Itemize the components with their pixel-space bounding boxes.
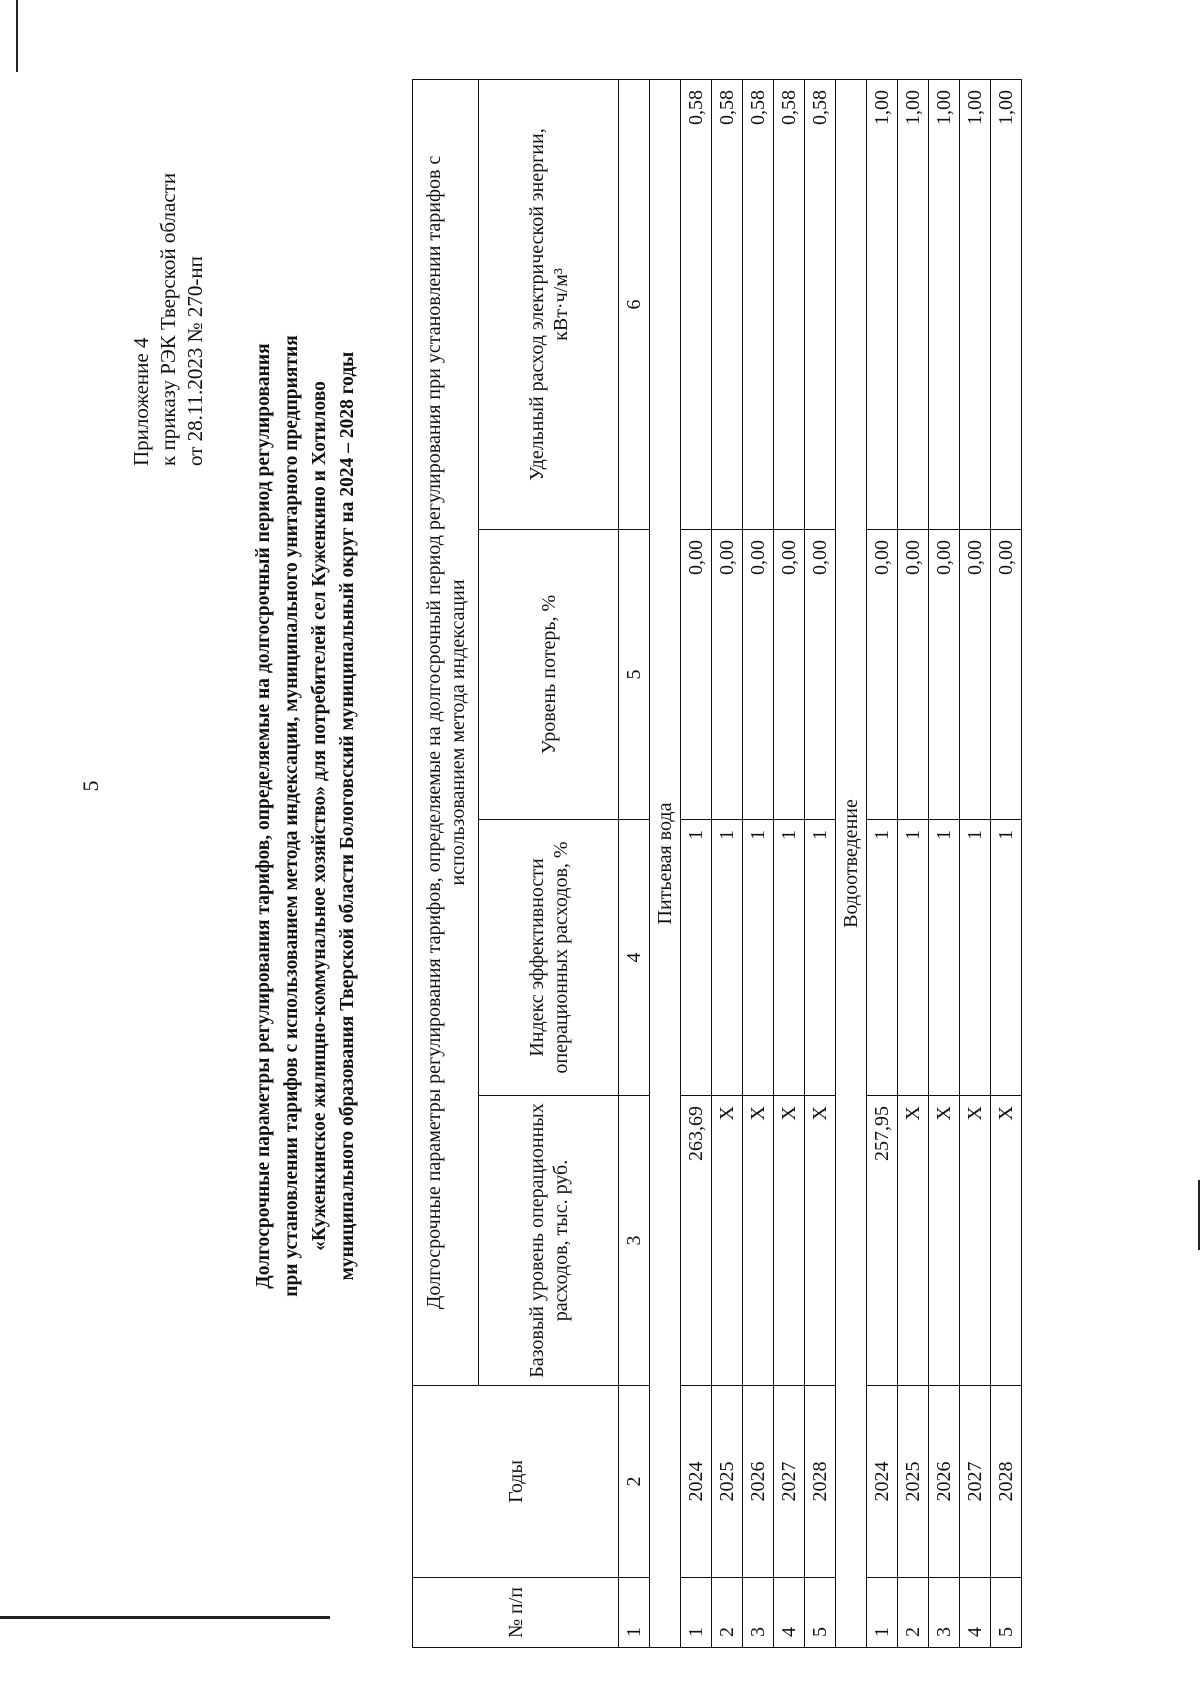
cell-losses: 0,00 bbox=[805, 530, 836, 820]
cell-base-level: Х bbox=[898, 1096, 929, 1386]
cell-efficiency: 1 bbox=[898, 820, 929, 1096]
cell-year: 2024 bbox=[867, 1386, 898, 1578]
cell-num: 2 bbox=[898, 1578, 929, 1648]
cell-base-level: Х bbox=[960, 1096, 991, 1386]
cell-efficiency: 1 bbox=[960, 820, 991, 1096]
cell-base-level: Х bbox=[991, 1096, 1022, 1386]
title-line: Долгосрочные параметры регулирования тарифов, определяемые на долгосрочный период регулирования bbox=[253, 343, 274, 1289]
table-row bbox=[743, 79, 774, 1647]
cell-losses: 0,00 bbox=[743, 530, 774, 820]
cell-energy: 0,58 bbox=[743, 79, 774, 529]
col-header-energy: Удельный расход электрической энергии, кВт·ч/м³ bbox=[479, 79, 619, 529]
cell-num: 2 bbox=[712, 1578, 743, 1648]
col-header-years: Годы bbox=[413, 1386, 619, 1578]
title-line: муниципального образования Тверской области Бологовский муниципальный округ на 2024 – 2028 годы bbox=[337, 351, 358, 1281]
cell-efficiency: 1 bbox=[867, 820, 898, 1096]
cell-num: 5 bbox=[991, 1578, 1022, 1648]
table-row bbox=[929, 79, 960, 1647]
column-number: 1 bbox=[619, 1578, 650, 1648]
cell-losses: 0,00 bbox=[867, 530, 898, 820]
cell-efficiency: 1 bbox=[681, 820, 712, 1096]
col-header-base-level: Базовый уровень операционных расходов, тыс. руб. bbox=[479, 1096, 619, 1386]
table-row bbox=[991, 79, 1022, 1647]
cell-energy: 0,58 bbox=[805, 79, 836, 529]
cell-efficiency: 1 bbox=[991, 820, 1022, 1096]
parameters-table bbox=[412, 79, 1022, 1648]
cell-energy: 1,00 bbox=[960, 79, 991, 529]
table-row bbox=[681, 79, 712, 1647]
cell-base-level: Х bbox=[929, 1096, 960, 1386]
column-number: 3 bbox=[619, 1096, 650, 1386]
cell-base-level: Х bbox=[712, 1096, 743, 1386]
table-row bbox=[960, 79, 991, 1647]
cell-num: 4 bbox=[774, 1578, 805, 1648]
cell-efficiency: 1 bbox=[774, 820, 805, 1096]
cell-losses: 0,00 bbox=[929, 530, 960, 820]
cell-year: 2028 bbox=[991, 1386, 1022, 1578]
page-number: 5 bbox=[78, 780, 103, 792]
cell-year: 2024 bbox=[681, 1386, 712, 1578]
cell-year: 2028 bbox=[805, 1386, 836, 1578]
cell-num: 4 bbox=[960, 1578, 991, 1648]
cell-losses: 0,00 bbox=[898, 530, 929, 820]
cell-energy: 0,58 bbox=[712, 79, 743, 529]
table-row bbox=[805, 79, 836, 1647]
cell-year: 2025 bbox=[898, 1386, 929, 1578]
cell-efficiency: 1 bbox=[805, 820, 836, 1096]
cell-efficiency: 1 bbox=[712, 820, 743, 1096]
cell-losses: 0,00 bbox=[681, 530, 712, 820]
annex-line: от 28.11.2023 № 270-нп bbox=[183, 256, 207, 466]
annex-line: к приказу РЭК Тверской области bbox=[156, 172, 180, 466]
cell-base-level: Х bbox=[774, 1096, 805, 1386]
section-title: Водоотведение bbox=[836, 79, 867, 1647]
cell-efficiency: 1 bbox=[929, 820, 960, 1096]
cell-year: 2025 bbox=[712, 1386, 743, 1578]
cell-year: 2027 bbox=[774, 1386, 805, 1578]
col-header-group: Долгосрочные параметры регулирования тарифов, определяемые на долгосрочный период регулирования при установлении тарифов с использованием метода индексации bbox=[413, 79, 479, 1385]
cell-num: 5 bbox=[805, 1578, 836, 1648]
table-row bbox=[712, 79, 743, 1647]
cell-num: 1 bbox=[867, 1578, 898, 1648]
cell-energy: 1,00 bbox=[898, 79, 929, 529]
cell-losses: 0,00 bbox=[712, 530, 743, 820]
cell-energy: 1,00 bbox=[867, 79, 898, 529]
section-row bbox=[836, 79, 867, 1647]
column-number: 6 bbox=[619, 79, 650, 529]
cell-base-level: 263,69 bbox=[681, 1096, 712, 1386]
document-title bbox=[250, 236, 362, 1396]
column-number: 5 bbox=[619, 530, 650, 820]
annex-header bbox=[128, 46, 209, 466]
section-row bbox=[650, 79, 681, 1647]
cell-year: 2027 bbox=[960, 1386, 991, 1578]
col-header-efficiency: Индекс эффективности операционных расходов, % bbox=[479, 820, 619, 1096]
cell-losses: 0,00 bbox=[991, 530, 1022, 820]
title-line: при установлении тарифов с использованием метода индексации, муниципального унитарного предприятия bbox=[281, 335, 302, 1297]
col-header-num: № п/п bbox=[413, 1578, 619, 1648]
cell-num: 3 bbox=[929, 1578, 960, 1648]
cell-energy: 1,00 bbox=[991, 79, 1022, 529]
title-line: «Куженкинское жилищно-коммунальное хозяйство» для потребителей сел Куженкино и Хотилово bbox=[309, 381, 330, 1251]
cell-year: 2026 bbox=[743, 1386, 774, 1578]
cell-energy: 1,00 bbox=[929, 79, 960, 529]
cell-base-level: Х bbox=[805, 1096, 836, 1386]
table-row bbox=[898, 79, 929, 1647]
cell-base-level: 257,95 bbox=[867, 1096, 898, 1386]
cell-energy: 0,58 bbox=[774, 79, 805, 529]
cell-energy: 0,58 bbox=[681, 79, 712, 529]
cell-num: 1 bbox=[681, 1578, 712, 1648]
column-number: 4 bbox=[619, 820, 650, 1096]
cell-num: 3 bbox=[743, 1578, 774, 1648]
column-number: 2 bbox=[619, 1386, 650, 1578]
table-row bbox=[867, 79, 898, 1647]
table-row bbox=[774, 79, 805, 1647]
col-header-losses: Уровень потерь, % bbox=[479, 530, 619, 820]
cell-losses: 0,00 bbox=[960, 530, 991, 820]
annex-line: Приложение 4 bbox=[129, 337, 153, 466]
column-number-row bbox=[619, 79, 650, 1647]
cell-losses: 0,00 bbox=[774, 530, 805, 820]
cell-efficiency: 1 bbox=[743, 820, 774, 1096]
cell-year: 2026 bbox=[929, 1386, 960, 1578]
section-title: Питьевая вода bbox=[650, 79, 681, 1647]
cell-base-level: Х bbox=[743, 1096, 774, 1386]
